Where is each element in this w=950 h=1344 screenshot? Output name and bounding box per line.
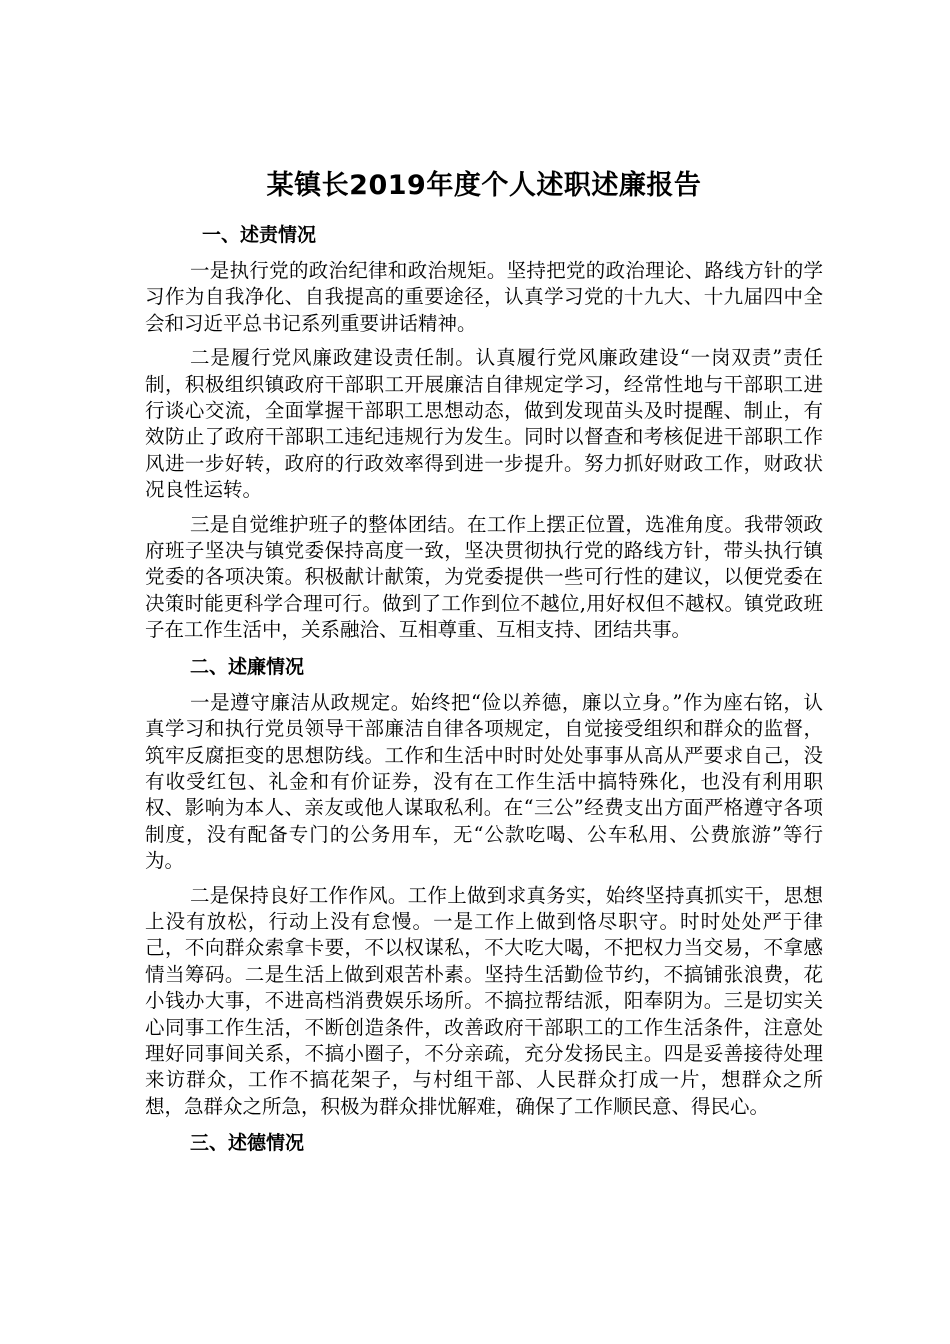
section-heading-morality: 三、述德情况 — [190, 1132, 305, 1155]
paragraph: 二是履行党风廉政建设责任制。认真履行党风廉政建设“一岗双责”责任制，积极组织镇政府干部职工开展廉洁自律规定学习，经常性地与干部职工进行谈心交流，全面掌握干部职工思想动态，做到发现苗头及时提醒、制止，有效防止了政府干部职工违纪违规行为发生。同时以督查和考核促进干部职工作风进一步好转，政府的行政效率得到进一步提升。努力抓好财政工作，财政状况良性运转。 — [145, 346, 823, 502]
document-page — [145, 168, 823, 1166]
section-heading-duty: 一、述责情况 — [202, 224, 317, 246]
paragraph: 一是遵守廉洁从政规定。始终把“俭以养德，廉以立身。”作为座右铭，认真学习和执行党员领导干部廉洁自律各项规定，自觉接受组织和群众的监督，筑牢反腐拒变的思想防线。工作和生活中时时处处事事从高从严要求自己，没有收受红包、礼金和有价证券，没有在工作生活中搞特殊化，也没有利用职权、影响为本人、亲友或他人谋取私利。在“三公”经费支出方面严格遵守各项制度，没有配备专门的公务用车，无“公款吃喝、公车私用、公费旅游”等行为。 — [145, 690, 823, 873]
section-heading-integrity: 二、述廉情况 — [190, 655, 305, 678]
document-title: 某镇长2019年度个人述职述廉报告 — [266, 170, 702, 201]
paragraph: 三是自觉维护班子的整体团结。在工作上摆正位置，选准角度。我带领政府班子坚决与镇党委保持高度一致，坚决贯彻执行党的路线方针，带头执行镇党委的各项决策。积极献计献策，为党委提供一些可行性的建议，以便党委在决策时能更科学合理可行。做到了工作到位不越位,用好权但不越权。镇党政班子在工作生活中，关系融洽、互相尊重、互相支持、团结共事。 — [145, 512, 823, 642]
paragraph: 一是执行党的政治纪律和政治规矩。坚持把党的政治理论、路线方针的学习作为自我净化、自我提高的重要途径，认真学习党的十九大、十九届四中全会和习近平总书记系列重要讲话精神。 — [145, 259, 823, 335]
paragraph: 二是保持良好工作作风。工作上做到求真务实，始终坚持真抓实干，思想上没有放松，行动上没有怠慢。一是工作上做到恪尽职守。时时处处严于律己，不向群众索拿卡要，不以权谋私，不大吃大喝，不把权力当交易，不拿感情当筹码。二是生活上做到艰苦朴素。坚持生活勤俭节约，不搞铺张浪费，花小钱办大事，不进高档消费娱乐场所。不搞拉帮结派，阳奉阴为。三是切实关心同事工作生活，不断创造条件，改善政府干部职工的工作生活条件，注意处理好同事间关系，不搞小圈子，不分亲疏，充分发扬民主。四是妥善接待处理来访群众，工作不搞花架子，与村组干部、人民群众打成一片，想群众之所想，急群众之所急，积极为群众排忧解难，确保了工作顺民意、得民心。 — [145, 883, 823, 1118]
